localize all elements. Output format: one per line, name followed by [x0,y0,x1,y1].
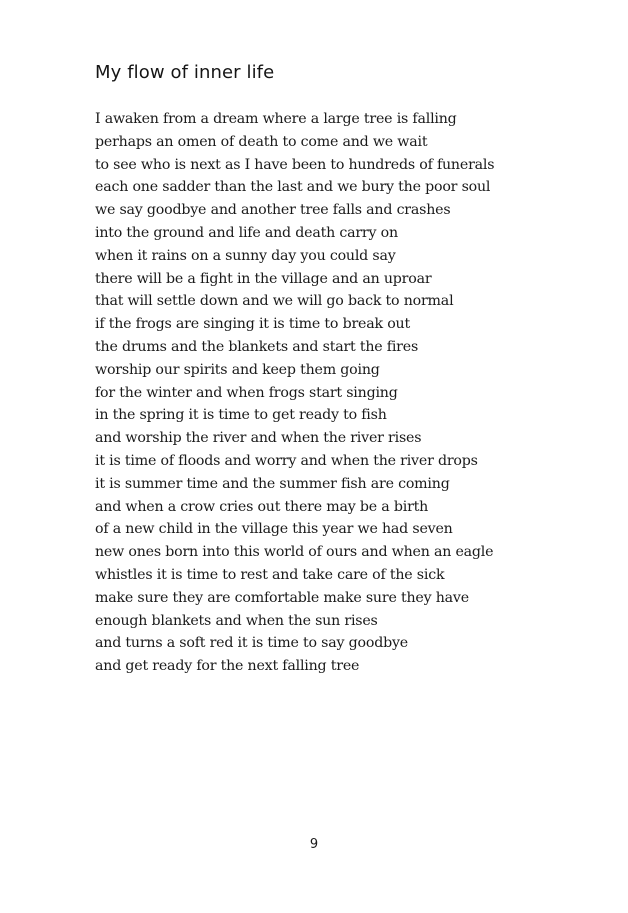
poem-line: and get ready for the next falling tree [95,658,360,675]
poem-line: it is summer time and the summer fish are coming [95,475,450,492]
page-number: 9 [309,837,319,852]
poem-line: new ones born into this world of ours and when an eagle [95,544,494,561]
poem-line: into the ground and life and death carry on [95,224,398,241]
poem-body [95,108,595,678]
poem-line: when it rains on a sunny day you could say [95,247,396,264]
poem-line: whistles it is time to rest and take care of the sick [95,566,445,583]
poem-line: we say goodbye and another tree falls and crashes [95,202,451,219]
poem-line: of a new child in the village this year we had seven [95,521,453,538]
poem-line: enough blankets and when the sun rises [95,612,378,629]
poem-line: perhaps an omen of death to come and we wait [95,133,428,150]
poem-line: I awaken from a dream where a large tree is falling [95,111,457,127]
poem-line: and worship the river and when the river rises [95,430,422,447]
poem-line: to see who is next as I have been to hundreds of funerals [95,156,495,173]
poem-line: for the winter and when frogs start singing [95,384,398,401]
poem-line: there will be a fight in the village and an uproar [95,270,432,287]
poem-line: worship our spirits and keep them going [95,361,380,378]
poem-line: and turns a soft red it is time to say goodbye [95,635,408,652]
poem-line: each one sadder than the last and we bury the poor soul [95,179,491,196]
poem-line: if the frogs are singing it is time to break out [95,316,410,333]
poem-line: in the spring it is time to get ready to fish [95,407,387,424]
poem-line: that will settle down and we will go back to normal [95,293,454,310]
poem-line: it is time of floods and worry and when the river drops [95,452,478,469]
poem-line: and when a crow cries out there may be a birth [95,498,429,515]
poem-title: My flow of inner life [95,62,275,83]
poem-line: the drums and the blankets and start the fires [95,338,419,355]
poem-line: make sure they are comfortable make sure they have [95,589,469,606]
